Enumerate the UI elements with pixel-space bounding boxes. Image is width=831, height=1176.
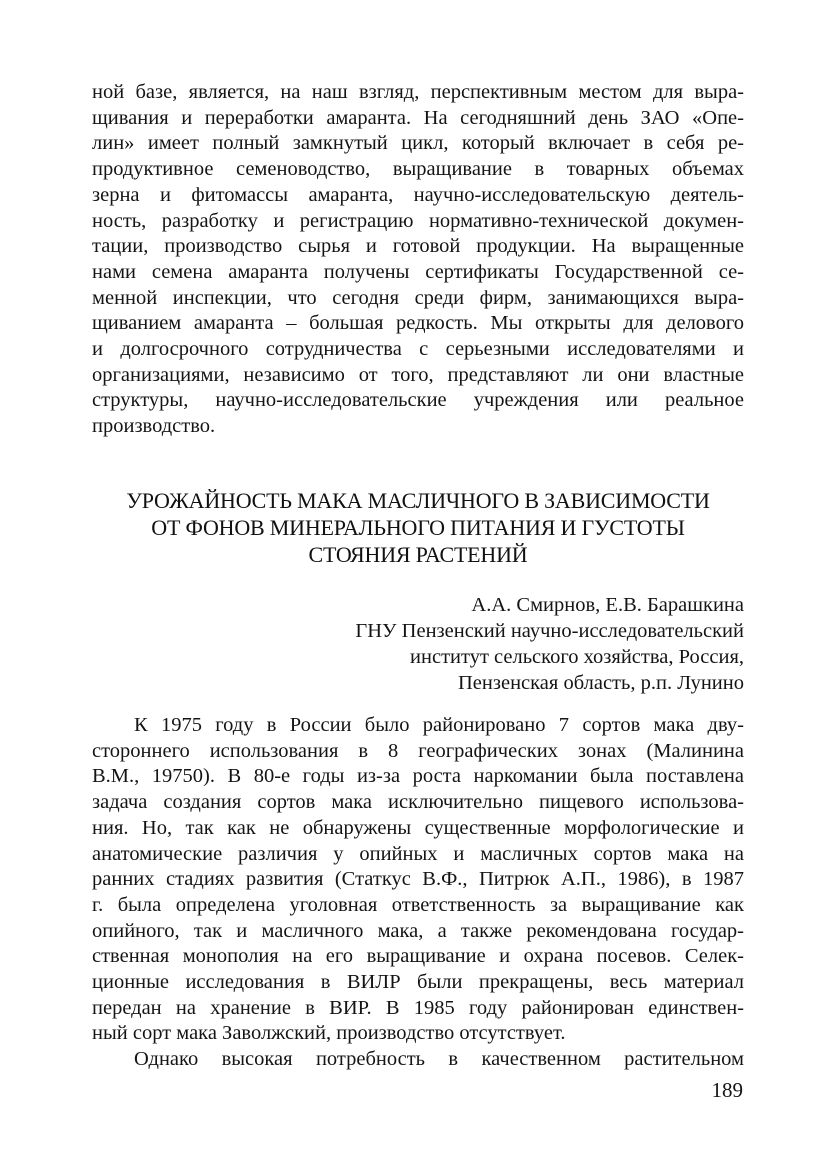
body-paragraphs xyxy=(92,713,744,1073)
affiliation-line: Пензенская область, р.п. Лунино xyxy=(458,672,744,694)
intro-line: менной инспекции, что сегодня среди фирм, занимающихся выра- xyxy=(92,286,744,309)
body-line: В.М., 19750). В 80-е годы из-за роста наркомании была поставлена xyxy=(92,765,744,788)
affiliation-line: ГНУ Пензенский научно-исследовательский xyxy=(355,620,744,642)
article-title-line: ОТ ФОНОВ МИНЕРАЛЬНОГО ПИТАНИЯ И ГУСТОТЫ xyxy=(151,515,685,540)
body-line: ния. Но, так как не обнаружены существенные морфологические и xyxy=(92,816,744,839)
body-line: опийного, так и масличного мака, а также рекомендована государ- xyxy=(92,919,744,942)
intro-line: зерна и фитомассы амаранта, научно-исследовательскую деятель- xyxy=(92,183,744,206)
intro-line: лин» имеет полный замкнутый цикл, который включает в себя ре- xyxy=(92,132,744,155)
intro-line: и долгосрочного сотрудничества с серьезными исследователями и xyxy=(92,338,744,361)
intro-paragraph xyxy=(92,80,744,440)
intro-line: щивания и переработки амаранта. На сегодняшний день ЗАО «Опе- xyxy=(92,106,744,129)
intro-line: организациями, независимо от того, представляют ли они властные xyxy=(92,363,744,386)
body-line: стороннего использования в 8 географических зонах (Малинина xyxy=(92,739,744,762)
body-line: анатомические различия у опийных и масличных сортов мака на xyxy=(92,842,744,865)
intro-line: нами семена амаранта получены сертификаты Государственной се- xyxy=(92,260,744,283)
article-title xyxy=(92,487,744,568)
body-line: ранних стадиях развития (Статкус В.Ф., Питрюк А.П., 1986), в 1987 xyxy=(92,868,744,891)
page-number: 189 xyxy=(711,1078,743,1102)
body-line: ственная монополия на его выращивание и охрана посевов. Селек- xyxy=(92,945,744,968)
body-line: ный сорт мака Заволжский, производство отсутствует. xyxy=(92,1022,566,1045)
intro-line: ной базе, является, на наш взгляд, перспективным местом для выра- xyxy=(92,81,744,103)
body-line: К 1975 году в России было районировано 7 сортов мака дву- xyxy=(134,714,744,736)
body-line: задача создания сортов мака исключительно пищевого использова- xyxy=(92,791,744,814)
author-block xyxy=(355,592,744,696)
intro-line: структуры, научно-исследовательские учреждения или реальное xyxy=(92,389,744,412)
intro-line: тации, производство сырья и готовой продукции. На выращенные xyxy=(92,235,744,258)
body-line: г. была определена уголовная ответственность за выращивание как xyxy=(92,893,744,916)
body-line: передан на хранение в ВИР. В 1985 году районирован единствен- xyxy=(92,996,744,1019)
intro-line: производство. xyxy=(92,415,216,438)
author-names: А.А. Смирнов, Е.В. Барашкина xyxy=(471,594,744,616)
affiliation-line: институт сельского хозяйства, Россия, xyxy=(410,646,744,668)
intro-line: ность, разработку и регистрацию нормативно-технической докумен- xyxy=(92,209,744,232)
body-line: ционные исследования в ВИЛР были прекращены, весь материал xyxy=(92,971,744,994)
intro-line: щиванием амаранта – большая редкость. Мы открыты для делового xyxy=(92,312,744,335)
article-title-line: СТОЯНИЯ РАСТЕНИЙ xyxy=(308,542,528,567)
body-line: Однако высокая потребность в качественном растительном xyxy=(134,1048,744,1071)
intro-line: продуктивное семеноводство, выращивание в товарных объемах xyxy=(92,158,744,181)
article-title-line: УРОЖАЙНОСТЬ МАКА МАСЛИЧНОГО В ЗАВИСИМОСТИ xyxy=(126,488,710,513)
